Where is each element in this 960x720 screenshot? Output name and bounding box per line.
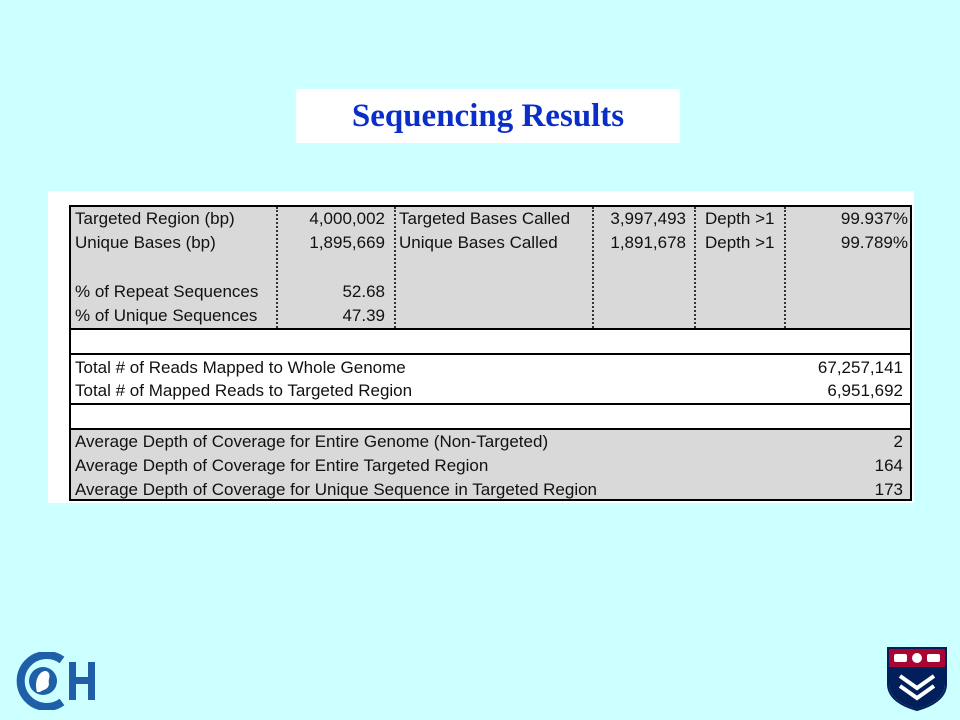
reads-value: 6,951,692	[827, 381, 903, 400]
penn-shield-logo	[886, 646, 948, 712]
summary-called-label: Unique Bases Called	[399, 233, 558, 252]
summary-pct: 99.937%	[840, 209, 908, 228]
reads-label: Total # of Reads Mapped to Whole Genome	[75, 358, 406, 377]
coverage-label: Average Depth of Coverage for Entire Targeted Region	[75, 456, 489, 475]
coverage-value: 2	[893, 432, 903, 451]
reads-value: 67,257,141	[817, 358, 903, 377]
summary-called-value: 1,891,678	[610, 233, 686, 252]
results-table	[69, 205, 912, 501]
reads-label: Total # of Mapped Reads to Targeted Region	[75, 381, 413, 400]
unique-label: % of Unique Sequences	[75, 306, 258, 325]
coverage-label: Average Depth of Coverage for Unique Sequence in Targeted Region	[75, 480, 598, 499]
spacer-row	[71, 328, 910, 353]
coverage-label: Average Depth of Coverage for Entire Genome (Non-Targeted)	[75, 432, 549, 451]
summary-label: Unique Bases (bp)	[75, 233, 216, 252]
column-divider	[394, 207, 396, 328]
unique-value: 47.39	[342, 306, 385, 325]
summary-pct: 99.789%	[840, 233, 908, 252]
reads-section	[71, 353, 910, 403]
summary-depth: Depth >1	[705, 233, 775, 252]
title-box	[296, 89, 680, 143]
repeat-value: 52.68	[342, 282, 385, 301]
page-title: Sequencing Results	[351, 97, 625, 134]
summary-section	[71, 207, 910, 328]
coverage-section	[71, 428, 910, 499]
summary-value: 1,895,669	[309, 233, 385, 252]
summary-called-value: 3,997,493	[610, 209, 686, 228]
coverage-value: 173	[874, 480, 903, 499]
coverage-value: 164	[874, 456, 903, 475]
column-divider	[694, 207, 696, 328]
summary-depth: Depth >1	[705, 209, 775, 228]
repeat-label: % of Repeat Sequences	[75, 282, 259, 301]
summary-label: Targeted Region (bp)	[75, 209, 235, 228]
summary-called-label: Targeted Bases Called	[399, 209, 571, 228]
spacer-row	[71, 403, 910, 428]
summary-value: 4,000,002	[309, 209, 385, 228]
chop-logo	[14, 652, 100, 710]
